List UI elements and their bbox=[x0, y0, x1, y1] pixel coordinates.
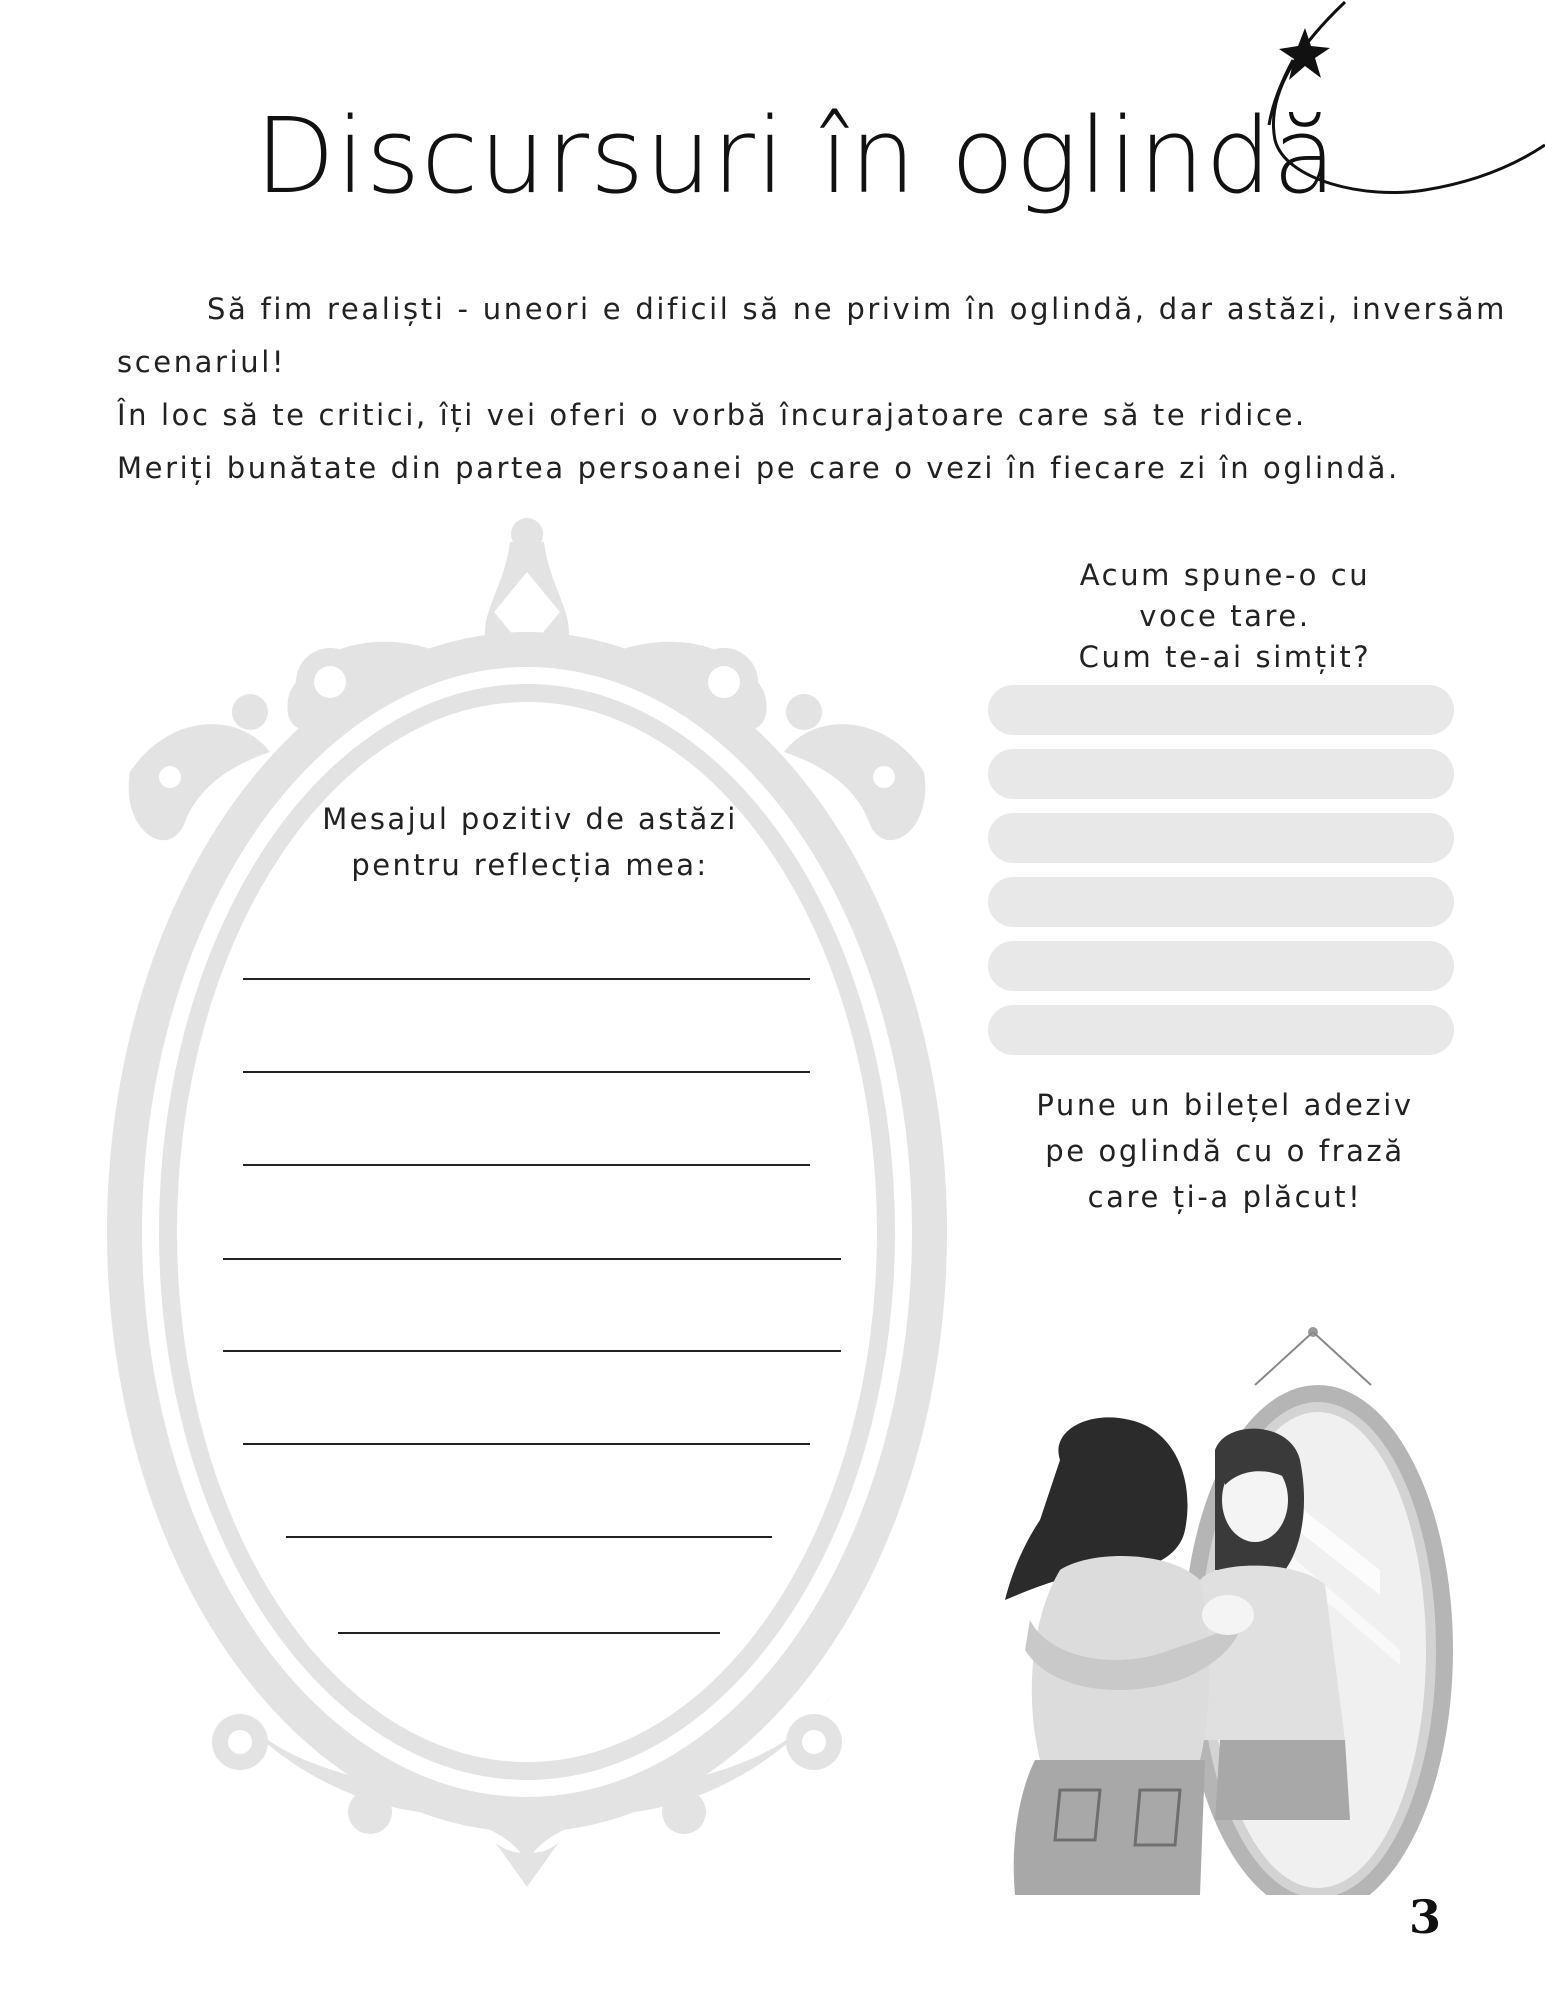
intro-text bbox=[117, 283, 1507, 495]
sticky-note-prompt bbox=[1005, 1082, 1445, 1220]
mirror-prompt-line: pentru reflecția mea: bbox=[351, 848, 709, 882]
answer-bar[interactable] bbox=[988, 813, 1454, 863]
woman-hugging-mirror-illustration bbox=[1000, 1320, 1460, 1895]
answer-bar[interactable] bbox=[988, 877, 1454, 927]
voice-prompt bbox=[1005, 555, 1445, 678]
voice-prompt-line: voce tare. bbox=[1139, 599, 1311, 633]
sticky-prompt-line: Pune un bilețel adeziv bbox=[1036, 1088, 1414, 1122]
intro-paragraph: Să fim realiști - uneori e dificil să ne privim în oglindă, dar astăzi, inversăm scenariul! bbox=[117, 292, 1507, 379]
writing-line[interactable] bbox=[338, 1632, 720, 1634]
sticky-prompt-line: pe oglindă cu o frază bbox=[1045, 1134, 1405, 1168]
writing-line[interactable] bbox=[243, 1443, 810, 1445]
page-title: Discursuri în oglindă bbox=[255, 95, 1338, 217]
intro-paragraph: Meriți bunătate din partea persoanei pe care o vezi în fiecare zi în oglindă. bbox=[117, 451, 1400, 485]
writing-line[interactable] bbox=[243, 1071, 810, 1073]
ornate-mirror-frame bbox=[90, 512, 970, 1892]
writing-line[interactable] bbox=[286, 1536, 772, 1538]
writing-line[interactable] bbox=[223, 1350, 841, 1352]
voice-prompt-line: Cum te-ai simțit? bbox=[1078, 640, 1372, 674]
answer-bar[interactable] bbox=[988, 685, 1454, 735]
writing-line[interactable] bbox=[243, 978, 810, 980]
shooting-star-icon bbox=[1255, 0, 1545, 200]
answer-bar[interactable] bbox=[988, 1005, 1454, 1055]
answer-bar[interactable] bbox=[988, 749, 1454, 799]
mirror-prompt bbox=[290, 796, 770, 888]
writing-line[interactable] bbox=[223, 1258, 841, 1260]
page-number: 3 bbox=[1408, 1890, 1441, 1944]
writing-line[interactable] bbox=[243, 1164, 810, 1166]
answer-bar[interactable] bbox=[988, 941, 1454, 991]
voice-prompt-line: Acum spune-o cu bbox=[1079, 558, 1371, 592]
intro-paragraph: În loc să te critici, îți vei oferi o vorbă încurajatoare care să te ridice. bbox=[117, 398, 1307, 432]
sticky-prompt-line: care ți-a plăcut! bbox=[1087, 1180, 1363, 1214]
mirror-prompt-line: Mesajul pozitiv de astăzi bbox=[322, 802, 738, 836]
